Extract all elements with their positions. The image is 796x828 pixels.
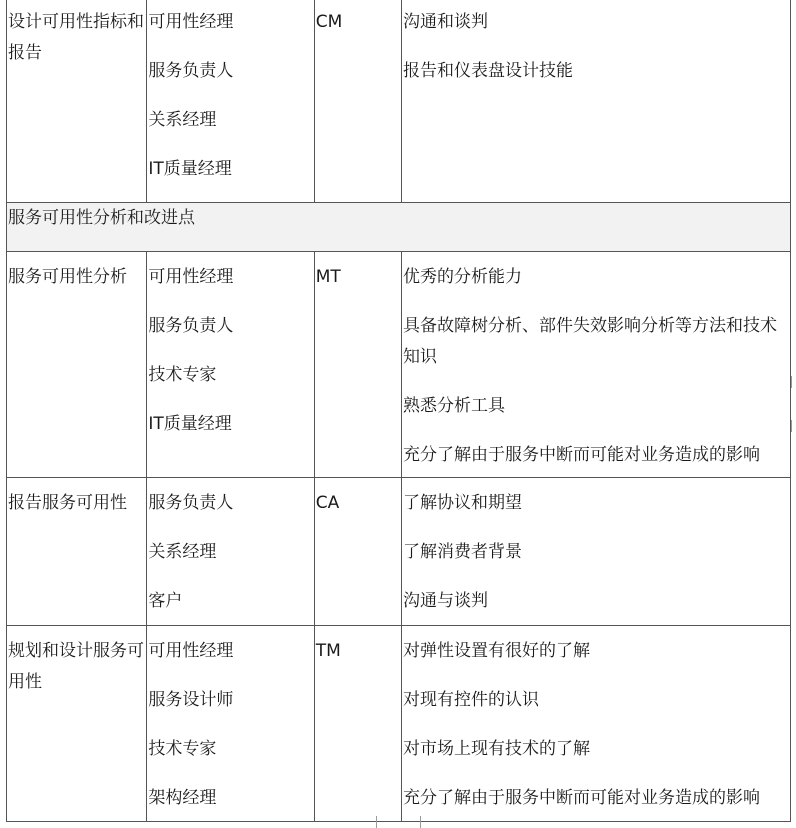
skills-cell <box>401 478 790 626</box>
skill-item: 了解消费者背景 <box>402 542 522 562</box>
activity-text: 报告服务可用性 <box>8 493 127 513</box>
skills-cell <box>401 252 790 478</box>
code-text: CA <box>315 493 340 513</box>
page-edge-mark <box>791 376 792 388</box>
role-item: 服务负责人 <box>148 316 234 336</box>
role-item: 可用性经理 <box>148 641 234 661</box>
role-item: 技术专家 <box>148 739 217 759</box>
activity-text: 规划和设计服务可用性 <box>8 641 144 692</box>
role-item: 可用性经理 <box>148 12 234 32</box>
skill-item: 了解协议和期望 <box>402 493 522 513</box>
table-row <box>7 626 791 822</box>
section-title: 服务可用性分析和改进点 <box>8 208 195 228</box>
skill-item: 充分了解由于服务中断而可能对业务造成的影响 <box>402 788 760 808</box>
table-row <box>7 0 791 203</box>
code-cell <box>314 478 401 626</box>
skills-cell <box>401 626 790 822</box>
page-edge-mark <box>420 816 421 828</box>
skill-item: 报告和仪表盘设计技能 <box>402 61 573 81</box>
code-cell <box>314 252 401 478</box>
role-item: 服务负责人 <box>148 61 234 81</box>
role-item: 技术专家 <box>148 365 217 385</box>
code-cell <box>314 0 401 203</box>
skill-item: 对市场上现有技术的了解 <box>402 739 590 759</box>
skill-item: 对弹性设置有很好的了解 <box>402 641 590 661</box>
role-item: 服务设计师 <box>148 690 234 710</box>
roles-cell <box>147 252 314 478</box>
skill-item: 对现有控件的认识 <box>402 690 539 710</box>
page-edge-mark <box>376 816 377 828</box>
role-item: 架构经理 <box>148 788 217 808</box>
code-text: MT <box>315 267 341 287</box>
code-cell <box>314 626 401 822</box>
skill-item: 沟通与谈判 <box>402 591 488 611</box>
competency-table <box>6 0 791 822</box>
skill-item: 熟悉分析工具 <box>402 396 505 416</box>
role-item: IT质量经理 <box>148 414 232 434</box>
skill-item: 具备故障树分析、部件失效影响分析等方法和技术知识 <box>402 316 777 367</box>
table-row <box>7 252 791 478</box>
roles-cell <box>147 626 314 822</box>
activity-cell <box>7 478 147 626</box>
activity-text: 设计可用性指标和报告 <box>8 12 144 63</box>
section-header-cell <box>7 203 791 252</box>
code-text: TM <box>315 641 341 661</box>
skill-item: 充分了解由于服务中断而可能对业务造成的影响 <box>402 445 760 465</box>
role-item: 服务负责人 <box>148 493 234 513</box>
activity-text: 服务可用性分析 <box>8 267 127 287</box>
skill-item: 沟通和谈判 <box>402 12 488 32</box>
role-item: 客户 <box>148 591 183 611</box>
roles-cell <box>147 0 314 203</box>
activity-cell <box>7 626 147 822</box>
activity-cell <box>7 0 147 203</box>
role-item: IT质量经理 <box>148 159 232 179</box>
section-header-row <box>7 203 791 252</box>
skills-cell <box>401 0 790 203</box>
table-row <box>7 478 791 626</box>
code-text: CM <box>315 12 343 32</box>
page-edge-mark <box>791 420 792 432</box>
activity-cell <box>7 252 147 478</box>
roles-cell <box>147 478 314 626</box>
skill-item: 优秀的分析能力 <box>402 267 522 287</box>
role-item: 关系经理 <box>148 110 217 130</box>
role-item: 可用性经理 <box>148 267 234 287</box>
role-item: 关系经理 <box>148 542 217 562</box>
